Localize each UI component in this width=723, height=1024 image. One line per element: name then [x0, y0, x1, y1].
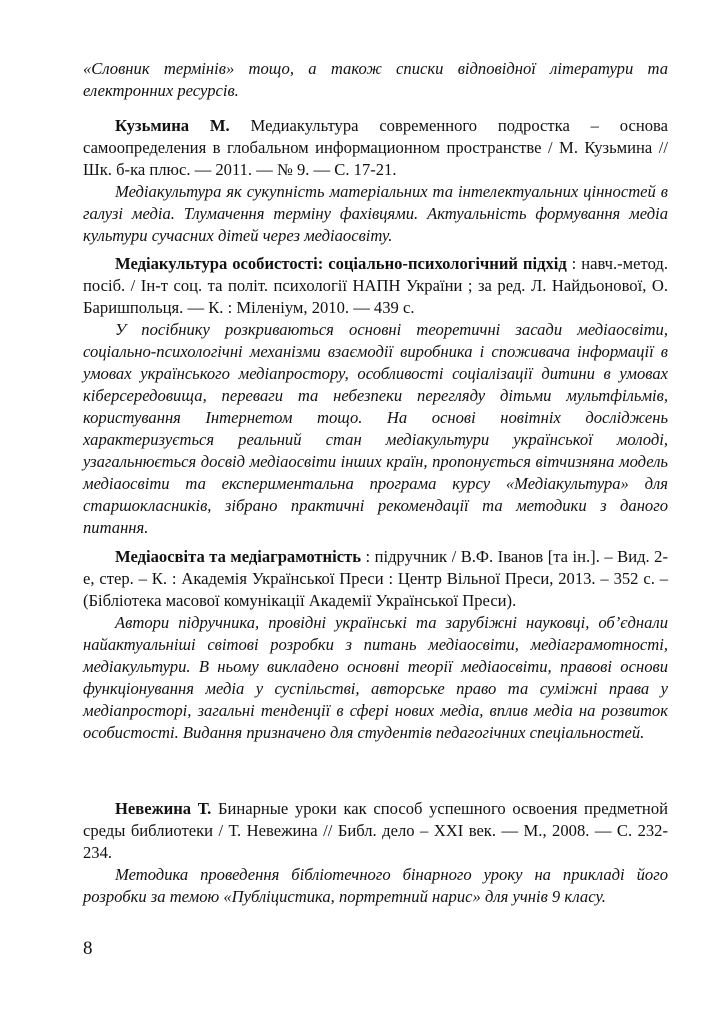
entry-description: Бинарные уроки как способ успешного освоения предметной среды библиотеки / Т. Невежина // Библ. дело – XXI век. — М., 2008. — С. 232-234. [83, 799, 668, 862]
entry-annotation: У посібнику розкриваються основні теоретичні засади медіаосвіти, соціально-психологічні механізми взаємодії виробника і споживача інформації в умовах українського медіапростору, особливості соціалізації дитини в умовах кіберсередовища, переваги та небезпеки перегляду дітьми мультфільмів, користування Інтернетом тощо. На основі новітніх досліджень характеризується реальний стан медіакультури української молоді, узагальнюється досвід медіаосвіти інших країн, пропонується вітчизняна модель медіаосвіти та експериментальна програма курсу «Медіакультура» для старшокласників, зібрано практичні рекомендації та методики з даного питання. [83, 320, 668, 537]
bibliography-entry-continued [83, 58, 668, 102]
entry-annotation: «Словник термінів» тощо, а також списки відповідної літератури та електронних ресурсів. [83, 59, 668, 100]
entry-annotation: Автори підручника, провідні українські та зарубіжні науковці, об’єднали найактуальніші світові розробки з питань медіаосвіти, медіаграмотності, медіакультури. В ньому викладено основні теорії медіаосвіти, правові основи функціонування медіа у суспільстві, авторське право та суміжні права у медіапросторі, загальні тенденції в сфері нових медіа, вплив медіа на розвиток особистості. Видання призначено для студентів педагогічних спеціальностей. [83, 613, 668, 742]
bibliography-entry [83, 546, 668, 744]
entry-description: : підручник / В.Ф. Іванов [та ін.]. – Вид. 2-е, стер. – К. : Академія Української Преси : Центр Вільної Преси, 2013. – 352 с. – (Бібліотека масової комунікації Академії Української Преси). [83, 547, 668, 610]
entry-description: : навч.-метод. посіб. / Ін-т соц. та політ. психології НАПН України ; за ред. Л. Найдьонової, О. Баришпольця. — К. : Мiлeнiум, 2010. — 439 с. [83, 254, 668, 317]
entry-author: Невежина Т. [115, 799, 212, 818]
entry-citation [83, 253, 668, 319]
page-number: 8 [83, 938, 93, 959]
entry-author: Медіаосвіта та медіаграмотність [115, 547, 362, 566]
entry-annotation: Медіакультура як сукупність матеріальних та інтелектуальних цінностей в галузі медіа. Тлумачення терміну фахівцями. Актуальність формування медіа культури сучасних дітей через медіаосвіту. [83, 182, 668, 245]
bibliography-entry [83, 115, 668, 247]
entry-citation [83, 546, 668, 612]
entry-description: Медиакультура современного подростка – основа самоопределения в глобальном информационном пространстве / М. Кузьмина // Шк. б-ка плюс. — 2011. — № 9. — С. 17-21. [83, 116, 668, 179]
entry-citation [83, 798, 668, 864]
entry-author: Медіакультура особистості: соціально-психологічний підхід [115, 254, 567, 273]
bibliography-entry [83, 798, 668, 908]
entry-annotation: Методика проведення бібліотечного бінарного уроку на прикладі його розробки за темою «Публіцистика, портретний нарис» для учнів 9 класу. [83, 865, 668, 906]
bibliography-entry [83, 253, 668, 539]
entry-citation [83, 115, 668, 181]
entry-author: Кузьмина М. [115, 116, 230, 135]
